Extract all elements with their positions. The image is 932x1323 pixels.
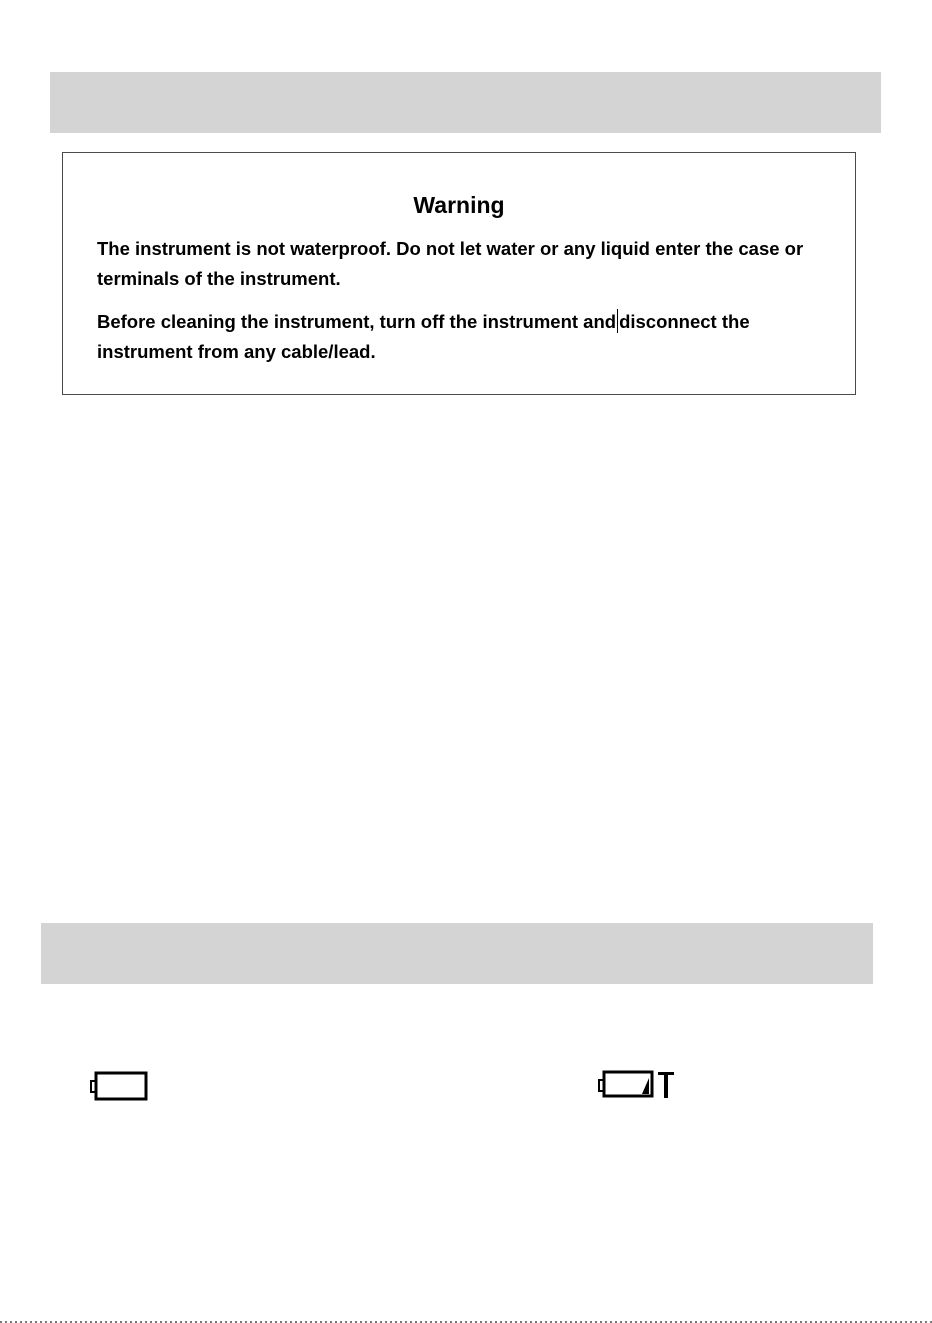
battery-empty-icon bbox=[90, 1071, 148, 1101]
warning-paragraph-cleaning-start: Before cleaning the instrument, turn off the instrument and bbox=[97, 311, 617, 332]
warning-title: Warning bbox=[413, 192, 505, 218]
warning-box bbox=[62, 152, 856, 395]
text-cursor bbox=[617, 309, 618, 333]
warning-paragraph-waterproof: The instrument is not waterproof. Do not let water or any liquid enter the case or terminals of the instrument. bbox=[97, 238, 804, 289]
warning-paragraph-cleaning bbox=[97, 307, 837, 367]
battery-low-icon bbox=[598, 1070, 678, 1100]
section-header-bar-bottom bbox=[41, 923, 873, 984]
warning-paragraph-cleaning-end: disconnect the instrument from any cable/lead. bbox=[97, 311, 750, 362]
section-header-bar-top bbox=[50, 72, 881, 133]
